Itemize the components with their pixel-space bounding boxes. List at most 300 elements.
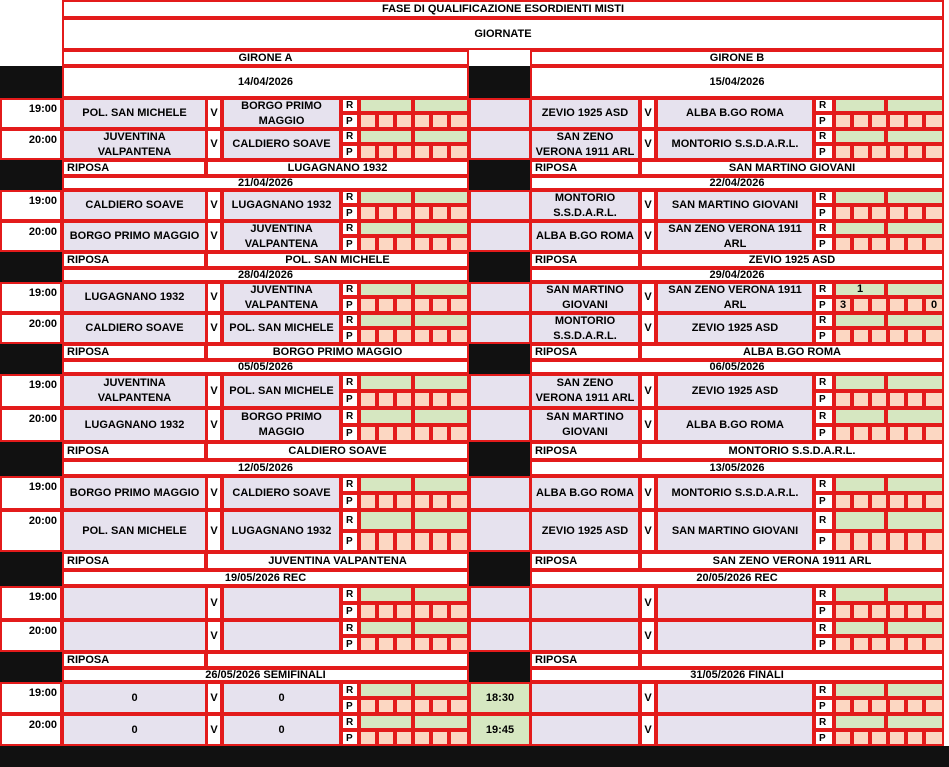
p-score-cell[interactable]	[377, 144, 395, 160]
away-team-a: POL. SAN MICHELE	[222, 313, 341, 344]
black-bar	[0, 552, 62, 570]
p-score-cell[interactable]	[359, 205, 377, 221]
r-score-cell[interactable]	[886, 620, 944, 636]
r-score-cell[interactable]	[413, 190, 469, 205]
r-score-cell[interactable]	[413, 408, 469, 425]
p-score-cell[interactable]	[888, 425, 906, 442]
p-score-cell[interactable]	[906, 425, 924, 442]
r-score-cell[interactable]	[886, 374, 944, 391]
p-score-cell[interactable]	[852, 328, 870, 344]
p-score-cell[interactable]	[377, 236, 395, 252]
p-score-cell[interactable]	[852, 730, 870, 746]
p-score-cell[interactable]	[395, 636, 413, 652]
riposa-label-b: RIPOSA	[530, 344, 640, 360]
r-label: R	[814, 586, 834, 603]
home-team-a: 0	[62, 714, 207, 746]
p-score-cell[interactable]: 3	[834, 297, 852, 313]
p-score-cell[interactable]	[834, 730, 852, 746]
r-score-cell[interactable]	[886, 682, 944, 698]
p-score-cell[interactable]	[377, 603, 395, 620]
p-score-cell[interactable]	[449, 603, 469, 620]
p-score-cell[interactable]	[834, 603, 852, 620]
mid-column	[469, 374, 531, 408]
p-score-cell[interactable]	[870, 603, 888, 620]
p-score-cell[interactable]	[395, 391, 413, 408]
r-label: R	[814, 408, 834, 425]
p-score-cell[interactable]	[906, 493, 924, 510]
p-score-cell[interactable]	[359, 113, 377, 129]
r-score-cell[interactable]	[834, 682, 886, 698]
p-label: P	[814, 636, 834, 652]
p-score-cell[interactable]	[870, 493, 888, 510]
p-score-cell[interactable]	[870, 205, 888, 221]
p-score-cell[interactable]	[449, 297, 469, 313]
r-score-cell[interactable]	[834, 129, 886, 144]
match-time: 19:00	[0, 98, 62, 129]
p-score-cell[interactable]	[413, 297, 431, 313]
r-score-cell[interactable]	[359, 129, 413, 144]
p-score-cell[interactable]	[834, 531, 852, 552]
p-score-cell[interactable]	[852, 236, 870, 252]
p-score-cell[interactable]	[413, 391, 431, 408]
r-score-cell[interactable]	[359, 510, 413, 531]
p-score-cell[interactable]	[395, 144, 413, 160]
p-score-cell[interactable]	[924, 236, 944, 252]
p-score-cell[interactable]	[431, 205, 449, 221]
p-score-cell[interactable]	[377, 493, 395, 510]
r-score-cell[interactable]	[413, 682, 469, 698]
p-label: P	[341, 391, 359, 408]
p-score-cell[interactable]	[924, 391, 944, 408]
r-score-cell[interactable]	[834, 620, 886, 636]
p-score-cell[interactable]	[359, 236, 377, 252]
p-score-cell[interactable]	[449, 636, 469, 652]
r-score-cell[interactable]	[886, 282, 944, 297]
r-score-cell[interactable]	[886, 714, 944, 730]
p-score-cell[interactable]	[834, 391, 852, 408]
r-score-cell[interactable]	[834, 221, 886, 236]
vs-label-b: V	[640, 282, 656, 313]
p-score-cell[interactable]	[395, 603, 413, 620]
p-score-cell[interactable]	[431, 730, 449, 746]
p-score-cell[interactable]	[852, 698, 870, 714]
away-team-b: ALBA B.GO ROMA	[656, 408, 814, 442]
r-score-cell[interactable]	[359, 221, 413, 236]
home-team-a: LUGAGNANO 1932	[62, 408, 207, 442]
match-time: 20:00	[0, 408, 62, 442]
r-score-cell[interactable]	[413, 282, 469, 297]
p-score-cell[interactable]	[449, 236, 469, 252]
p-score-cell[interactable]	[870, 425, 888, 442]
p-score-cell[interactable]	[413, 205, 431, 221]
p-score-cell[interactable]	[359, 144, 377, 160]
p-score-cell[interactable]	[395, 328, 413, 344]
r-label: R	[341, 586, 359, 603]
p-score-cell[interactable]	[888, 493, 906, 510]
p-score-cell[interactable]	[413, 144, 431, 160]
p-score-cell[interactable]	[359, 328, 377, 344]
p-label: P	[814, 730, 834, 746]
mid-column	[469, 476, 531, 510]
match-time: 19:00	[0, 190, 62, 221]
p-score-cell[interactable]	[870, 236, 888, 252]
p-score-cell[interactable]	[413, 730, 431, 746]
p-score-cell[interactable]	[888, 144, 906, 160]
p-score-cell[interactable]	[377, 425, 395, 442]
p-score-cell[interactable]	[870, 698, 888, 714]
p-score-cell[interactable]	[413, 328, 431, 344]
home-team-a: LUGAGNANO 1932	[62, 282, 207, 313]
r-score-cell[interactable]	[413, 374, 469, 391]
r-score-cell[interactable]	[413, 129, 469, 144]
r-score-cell[interactable]	[886, 586, 944, 603]
r-score-cell[interactable]	[413, 586, 469, 603]
p-score-cell[interactable]	[431, 144, 449, 160]
r-score-cell[interactable]	[359, 586, 413, 603]
p-score-cell[interactable]	[906, 603, 924, 620]
p-score-cell[interactable]	[377, 297, 395, 313]
p-score-cell[interactable]	[852, 205, 870, 221]
p-score-cell[interactable]	[834, 113, 852, 129]
p-score-cell[interactable]	[359, 297, 377, 313]
home-team-b: ALBA B.GO ROMA	[530, 476, 640, 510]
away-team-b: SAN ZENO VERONA 1911 ARL	[656, 282, 814, 313]
p-score-cell[interactable]	[431, 391, 449, 408]
p-score-cell[interactable]	[413, 636, 431, 652]
p-label: P	[341, 205, 359, 221]
p-label: P	[341, 297, 359, 313]
p-score-cell[interactable]	[413, 531, 431, 552]
home-team-a: CALDIERO SOAVE	[62, 313, 207, 344]
p-score-cell[interactable]	[359, 698, 377, 714]
black-bar	[469, 344, 530, 360]
p-score-cell[interactable]	[870, 636, 888, 652]
p-score-cell[interactable]	[834, 698, 852, 714]
p-score-cell[interactable]	[924, 113, 944, 129]
r-score-cell[interactable]	[359, 98, 413, 113]
match-time: 20:00	[0, 313, 62, 344]
vs-label-a: V	[206, 408, 222, 442]
p-score-cell[interactable]	[924, 425, 944, 442]
r-label: R	[341, 282, 359, 297]
p-score-cell[interactable]	[377, 698, 395, 714]
r-score-cell[interactable]	[413, 98, 469, 113]
p-score-cell[interactable]	[852, 531, 870, 552]
p-score-cell[interactable]	[888, 297, 906, 313]
p-score-cell[interactable]	[449, 531, 469, 552]
r-score-cell[interactable]	[359, 190, 413, 205]
p-score-cell[interactable]	[906, 297, 924, 313]
r-score-cell[interactable]	[359, 714, 413, 730]
r-score-cell[interactable]	[359, 408, 413, 425]
r-score-cell[interactable]	[834, 374, 886, 391]
p-score-cell[interactable]	[431, 297, 449, 313]
mid-column	[469, 282, 531, 313]
r-score-cell[interactable]	[359, 682, 413, 698]
p-score-cell[interactable]	[834, 205, 852, 221]
p-score-cell[interactable]	[834, 493, 852, 510]
p-score-cell[interactable]	[906, 328, 924, 344]
p-label: P	[814, 425, 834, 442]
date-b: 15/04/2026	[530, 66, 944, 98]
p-score-cell[interactable]	[413, 493, 431, 510]
away-team-a	[222, 586, 341, 620]
p-score-cell[interactable]	[852, 493, 870, 510]
p-score-cell[interactable]: 0	[924, 297, 944, 313]
p-score-cell[interactable]	[377, 205, 395, 221]
p-score-cell[interactable]	[834, 144, 852, 160]
p-score-cell[interactable]	[906, 113, 924, 129]
away-team-b: SAN MARTINO GIOVANI	[656, 190, 814, 221]
p-score-cell[interactable]	[834, 236, 852, 252]
p-score-cell[interactable]	[359, 391, 377, 408]
p-score-cell[interactable]	[449, 144, 469, 160]
footer-bar	[0, 746, 949, 767]
home-team-a: BORGO PRIMO MAGGIO	[62, 476, 207, 510]
p-score-cell[interactable]	[449, 698, 469, 714]
p-score-cell[interactable]	[888, 391, 906, 408]
p-score-cell[interactable]	[852, 636, 870, 652]
date-b: 20/05/2026 REC	[530, 570, 944, 586]
p-score-cell[interactable]	[888, 113, 906, 129]
p-score-cell[interactable]	[870, 328, 888, 344]
mid-column: 19:45	[469, 714, 531, 746]
mid-column	[469, 129, 531, 160]
p-score-cell[interactable]	[449, 328, 469, 344]
p-score-cell[interactable]	[906, 636, 924, 652]
black-bar	[469, 570, 530, 586]
vs-label-a: V	[206, 129, 222, 160]
p-score-cell[interactable]	[852, 391, 870, 408]
p-score-cell[interactable]	[395, 730, 413, 746]
r-score-cell[interactable]	[834, 98, 886, 113]
p-score-cell[interactable]	[395, 205, 413, 221]
p-score-cell[interactable]	[413, 698, 431, 714]
r-score-cell[interactable]	[359, 282, 413, 297]
mid-column	[469, 190, 531, 221]
riposa-team-b: ALBA B.GO ROMA	[640, 344, 944, 360]
p-score-cell[interactable]	[906, 391, 924, 408]
r-score-cell[interactable]	[359, 374, 413, 391]
p-score-cell[interactable]	[906, 144, 924, 160]
home-team-b: SAN MARTINO GIOVANI	[530, 282, 640, 313]
p-score-cell[interactable]	[395, 698, 413, 714]
p-score-cell[interactable]	[431, 328, 449, 344]
p-score-cell[interactable]	[888, 730, 906, 746]
date-b: 06/05/2026	[530, 360, 944, 374]
away-team-b: ZEVIO 1925 ASD	[656, 374, 814, 408]
p-score-cell[interactable]	[359, 425, 377, 442]
p-score-cell[interactable]	[906, 531, 924, 552]
p-score-cell[interactable]	[359, 636, 377, 652]
p-score-cell[interactable]	[924, 328, 944, 344]
p-score-cell[interactable]	[377, 636, 395, 652]
p-score-cell[interactable]	[924, 603, 944, 620]
p-score-cell[interactable]	[870, 144, 888, 160]
p-score-cell[interactable]	[377, 113, 395, 129]
p-score-cell[interactable]	[888, 636, 906, 652]
r-score-cell[interactable]	[886, 221, 944, 236]
p-score-cell[interactable]	[377, 730, 395, 746]
p-score-cell[interactable]	[431, 698, 449, 714]
p-score-cell[interactable]	[870, 531, 888, 552]
p-score-cell[interactable]	[888, 328, 906, 344]
vs-label-b: V	[640, 313, 656, 344]
r-score-cell[interactable]	[413, 313, 469, 328]
p-label: P	[341, 531, 359, 552]
r-score-cell[interactable]	[834, 476, 886, 493]
p-label: P	[341, 603, 359, 620]
p-score-cell[interactable]	[395, 297, 413, 313]
p-score-cell[interactable]	[924, 730, 944, 746]
r-score-cell[interactable]	[886, 510, 944, 531]
p-score-cell[interactable]	[870, 730, 888, 746]
p-score-cell[interactable]	[449, 730, 469, 746]
p-score-cell[interactable]	[924, 531, 944, 552]
home-team-a: CALDIERO SOAVE	[62, 190, 207, 221]
p-score-cell[interactable]	[924, 205, 944, 221]
home-team-b	[530, 620, 640, 652]
p-score-cell[interactable]	[431, 425, 449, 442]
r-score-cell[interactable]	[413, 476, 469, 493]
p-score-cell[interactable]	[431, 636, 449, 652]
p-score-cell[interactable]	[395, 531, 413, 552]
black-bar	[0, 344, 62, 360]
p-score-cell[interactable]	[906, 730, 924, 746]
p-score-cell[interactable]	[852, 425, 870, 442]
riposa-team-a: JUVENTINA VALPANTENA	[206, 552, 469, 570]
p-score-cell[interactable]	[888, 603, 906, 620]
p-score-cell[interactable]	[431, 493, 449, 510]
p-score-cell[interactable]	[395, 493, 413, 510]
r-score-cell[interactable]	[886, 476, 944, 493]
p-score-cell[interactable]	[395, 113, 413, 129]
p-score-cell[interactable]	[449, 391, 469, 408]
riposa-label-a: RIPOSA	[62, 652, 206, 668]
home-team-b: MONTORIO S.S.D.A.R.L.	[530, 190, 640, 221]
p-score-cell[interactable]	[834, 328, 852, 344]
p-score-cell[interactable]	[359, 493, 377, 510]
p-score-cell[interactable]	[413, 236, 431, 252]
vs-label-b: V	[640, 221, 656, 252]
p-score-cell[interactable]	[888, 531, 906, 552]
p-score-cell[interactable]	[359, 603, 377, 620]
p-label: P	[814, 328, 834, 344]
r-score-cell[interactable]	[886, 190, 944, 205]
p-score-cell[interactable]	[906, 698, 924, 714]
p-score-cell[interactable]	[888, 698, 906, 714]
p-score-cell[interactable]	[413, 425, 431, 442]
p-score-cell[interactable]	[431, 113, 449, 129]
r-score-cell[interactable]	[886, 408, 944, 425]
p-score-cell[interactable]	[413, 113, 431, 129]
date-b: 31/05/2026 FINALI	[530, 668, 944, 682]
r-score-cell[interactable]	[886, 98, 944, 113]
away-team-b: SAN MARTINO GIOVANI	[656, 510, 814, 552]
r-score-cell[interactable]	[834, 190, 886, 205]
r-label: R	[814, 313, 834, 328]
vs-label-b: V	[640, 586, 656, 620]
home-team-a: JUVENTINA VALPANTENA	[62, 374, 207, 408]
r-score-cell[interactable]	[359, 313, 413, 328]
riposa-label-a: RIPOSA	[62, 160, 206, 176]
p-score-cell[interactable]	[924, 636, 944, 652]
date-a: 14/04/2026	[62, 66, 469, 98]
p-label: P	[341, 236, 359, 252]
r-score-cell[interactable]	[834, 313, 886, 328]
p-score-cell[interactable]	[431, 603, 449, 620]
vs-label-b: V	[640, 682, 656, 714]
p-score-cell[interactable]	[870, 391, 888, 408]
r-label: R	[814, 476, 834, 493]
p-score-cell[interactable]	[888, 236, 906, 252]
p-score-cell[interactable]	[359, 531, 377, 552]
mid-column	[469, 313, 531, 344]
r-score-cell[interactable]	[834, 408, 886, 425]
vs-label-a: V	[206, 190, 222, 221]
p-score-cell[interactable]	[906, 236, 924, 252]
r-label: R	[341, 190, 359, 205]
sheet-title: FASE DI QUALIFICAZIONE ESORDIENTI MISTI	[62, 0, 944, 18]
p-score-cell[interactable]	[834, 425, 852, 442]
p-score-cell[interactable]	[852, 603, 870, 620]
p-score-cell[interactable]	[449, 113, 469, 129]
r-score-cell[interactable]	[413, 714, 469, 730]
riposa-team-b: ZEVIO 1925 ASD	[640, 252, 944, 268]
vs-label-b: V	[640, 714, 656, 746]
home-team-a: POL. SAN MICHELE	[62, 98, 207, 129]
p-score-cell[interactable]	[377, 391, 395, 408]
p-score-cell[interactable]	[359, 730, 377, 746]
p-score-cell[interactable]	[870, 297, 888, 313]
vs-label-a: V	[206, 374, 222, 408]
p-score-cell[interactable]	[395, 425, 413, 442]
p-score-cell[interactable]	[431, 236, 449, 252]
p-score-cell[interactable]	[888, 205, 906, 221]
p-score-cell[interactable]	[924, 698, 944, 714]
p-score-cell[interactable]	[377, 531, 395, 552]
p-score-cell[interactable]	[449, 425, 469, 442]
p-score-cell[interactable]	[924, 144, 944, 160]
p-score-cell[interactable]	[413, 603, 431, 620]
date-b: 13/05/2026	[530, 460, 944, 476]
p-score-cell[interactable]	[449, 205, 469, 221]
p-score-cell[interactable]	[870, 113, 888, 129]
r-score-cell[interactable]	[886, 129, 944, 144]
p-score-cell[interactable]	[395, 236, 413, 252]
r-score-cell[interactable]	[834, 510, 886, 531]
r-score-cell[interactable]: 1	[834, 282, 886, 297]
p-score-cell[interactable]	[449, 493, 469, 510]
r-score-cell[interactable]	[834, 714, 886, 730]
p-score-cell[interactable]	[924, 493, 944, 510]
p-score-cell[interactable]	[431, 531, 449, 552]
date-b: 29/04/2026	[530, 268, 944, 282]
r-score-cell[interactable]	[359, 620, 413, 636]
p-score-cell[interactable]	[852, 297, 870, 313]
p-score-cell[interactable]	[377, 328, 395, 344]
p-score-cell[interactable]	[852, 113, 870, 129]
r-score-cell[interactable]	[886, 313, 944, 328]
r-score-cell[interactable]	[359, 476, 413, 493]
r-score-cell[interactable]	[413, 510, 469, 531]
r-score-cell[interactable]	[413, 221, 469, 236]
r-score-cell[interactable]	[834, 586, 886, 603]
p-score-cell[interactable]	[852, 144, 870, 160]
p-score-cell[interactable]	[906, 205, 924, 221]
p-score-cell[interactable]	[834, 636, 852, 652]
r-score-cell[interactable]	[413, 620, 469, 636]
